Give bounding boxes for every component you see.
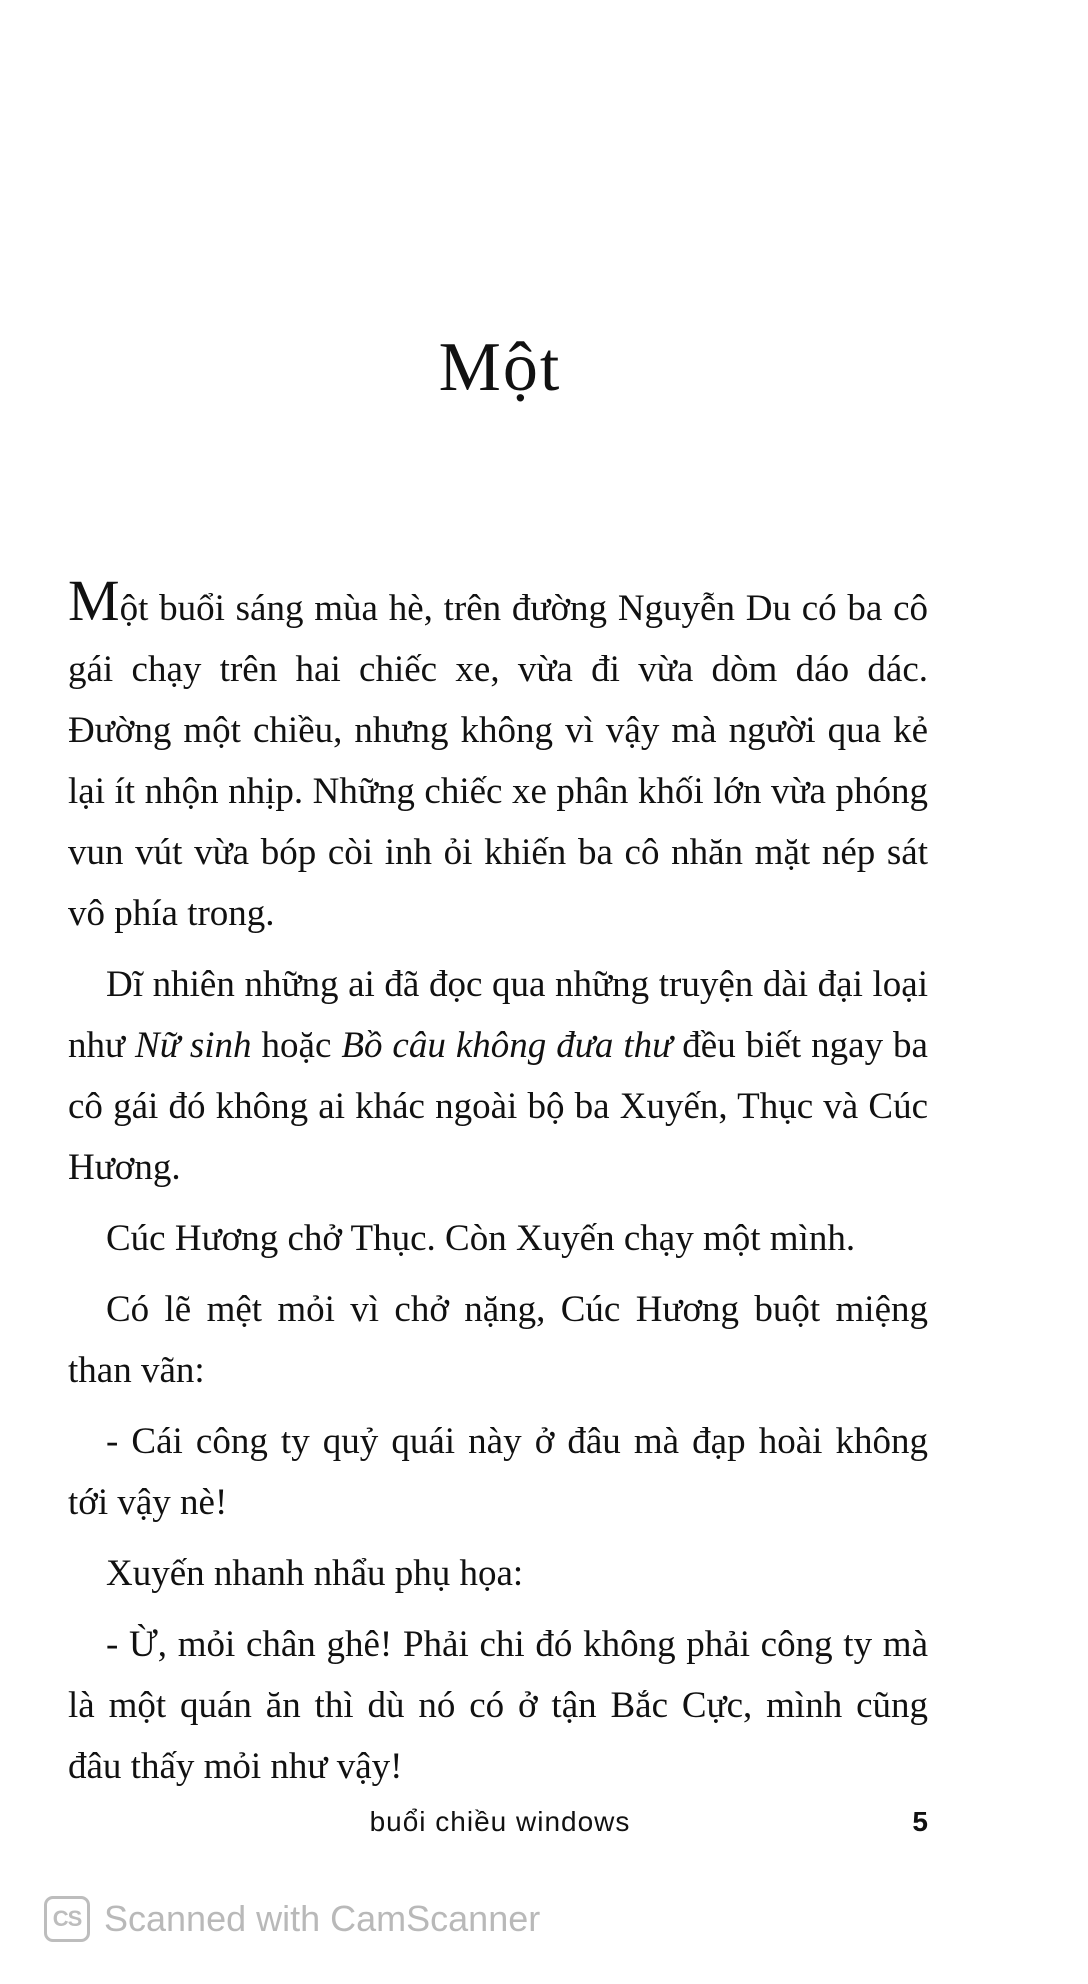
page-number: 5 [912,1806,928,1837]
drop-cap: M [68,568,120,633]
paragraph-3: Cúc Hương chở Thục. Còn Xuyến chạy một mình. [106,1218,856,1259]
chapter-title: Một [438,329,562,406]
watermark-text: Scanned with CamScanner [104,1898,541,1939]
book-title-nu-sinh: Nữ sinh [135,1025,252,1066]
paragraph-2 [68,954,928,1198]
paragraph-6: Xuyến nhanh nhẩu phụ họa: [106,1553,524,1594]
paragraph-7: - Ừ, mỏi chân ghê! Phải chi đó không phải công ty mà là một quán ăn thì dù nó có ở tận Bắc Cực, mình cũng đâu thấy mỏi như vậy! [68,1624,928,1787]
running-footer-title: buổi chiều windows [369,1806,631,1837]
camscanner-watermark [44,1896,540,1942]
paragraph-2-text-c: đều biết ngay ba cô gái đó không ai khác ngoài bộ ba Xuyến, Thục và Cúc Hương. [68,1025,928,1188]
paragraph-2-text-a: Dĩ nhiên những ai đã đọc qua những truyện dài đại loại như [68,964,928,1066]
camscanner-logo-icon: CS [44,1896,90,1942]
chapter-body [68,568,928,1807]
paragraph-1-text: ột buổi sáng mùa hè, trên đường Nguyễn Du có ba cô gái chạy trên hai chiếc xe, vừa đi vừa dòm dáo dác. Đường một chiều, nhưng không vì vậy mà người qua kẻ lại ít nhộn nhịp. Những chiếc xe phân khối lớn vừa phóng vun vút vừa bóp còi inh ỏi khiến ba cô nhăn mặt nép sát vô phía trong. [68,588,928,934]
paragraph-1 [68,568,928,944]
paragraph-2-text-b: hoặc [251,1025,342,1066]
book-title-bo-cau: Bồ câu không đưa thư [341,1025,673,1066]
paragraph-4: Có lẽ mệt mỏi vì chở nặng, Cúc Hương buột miệng than vãn: [68,1289,928,1391]
paragraph-5: - Cái công ty quỷ quái này ở đâu mà đạp hoài không tới vậy nè! [68,1421,928,1523]
